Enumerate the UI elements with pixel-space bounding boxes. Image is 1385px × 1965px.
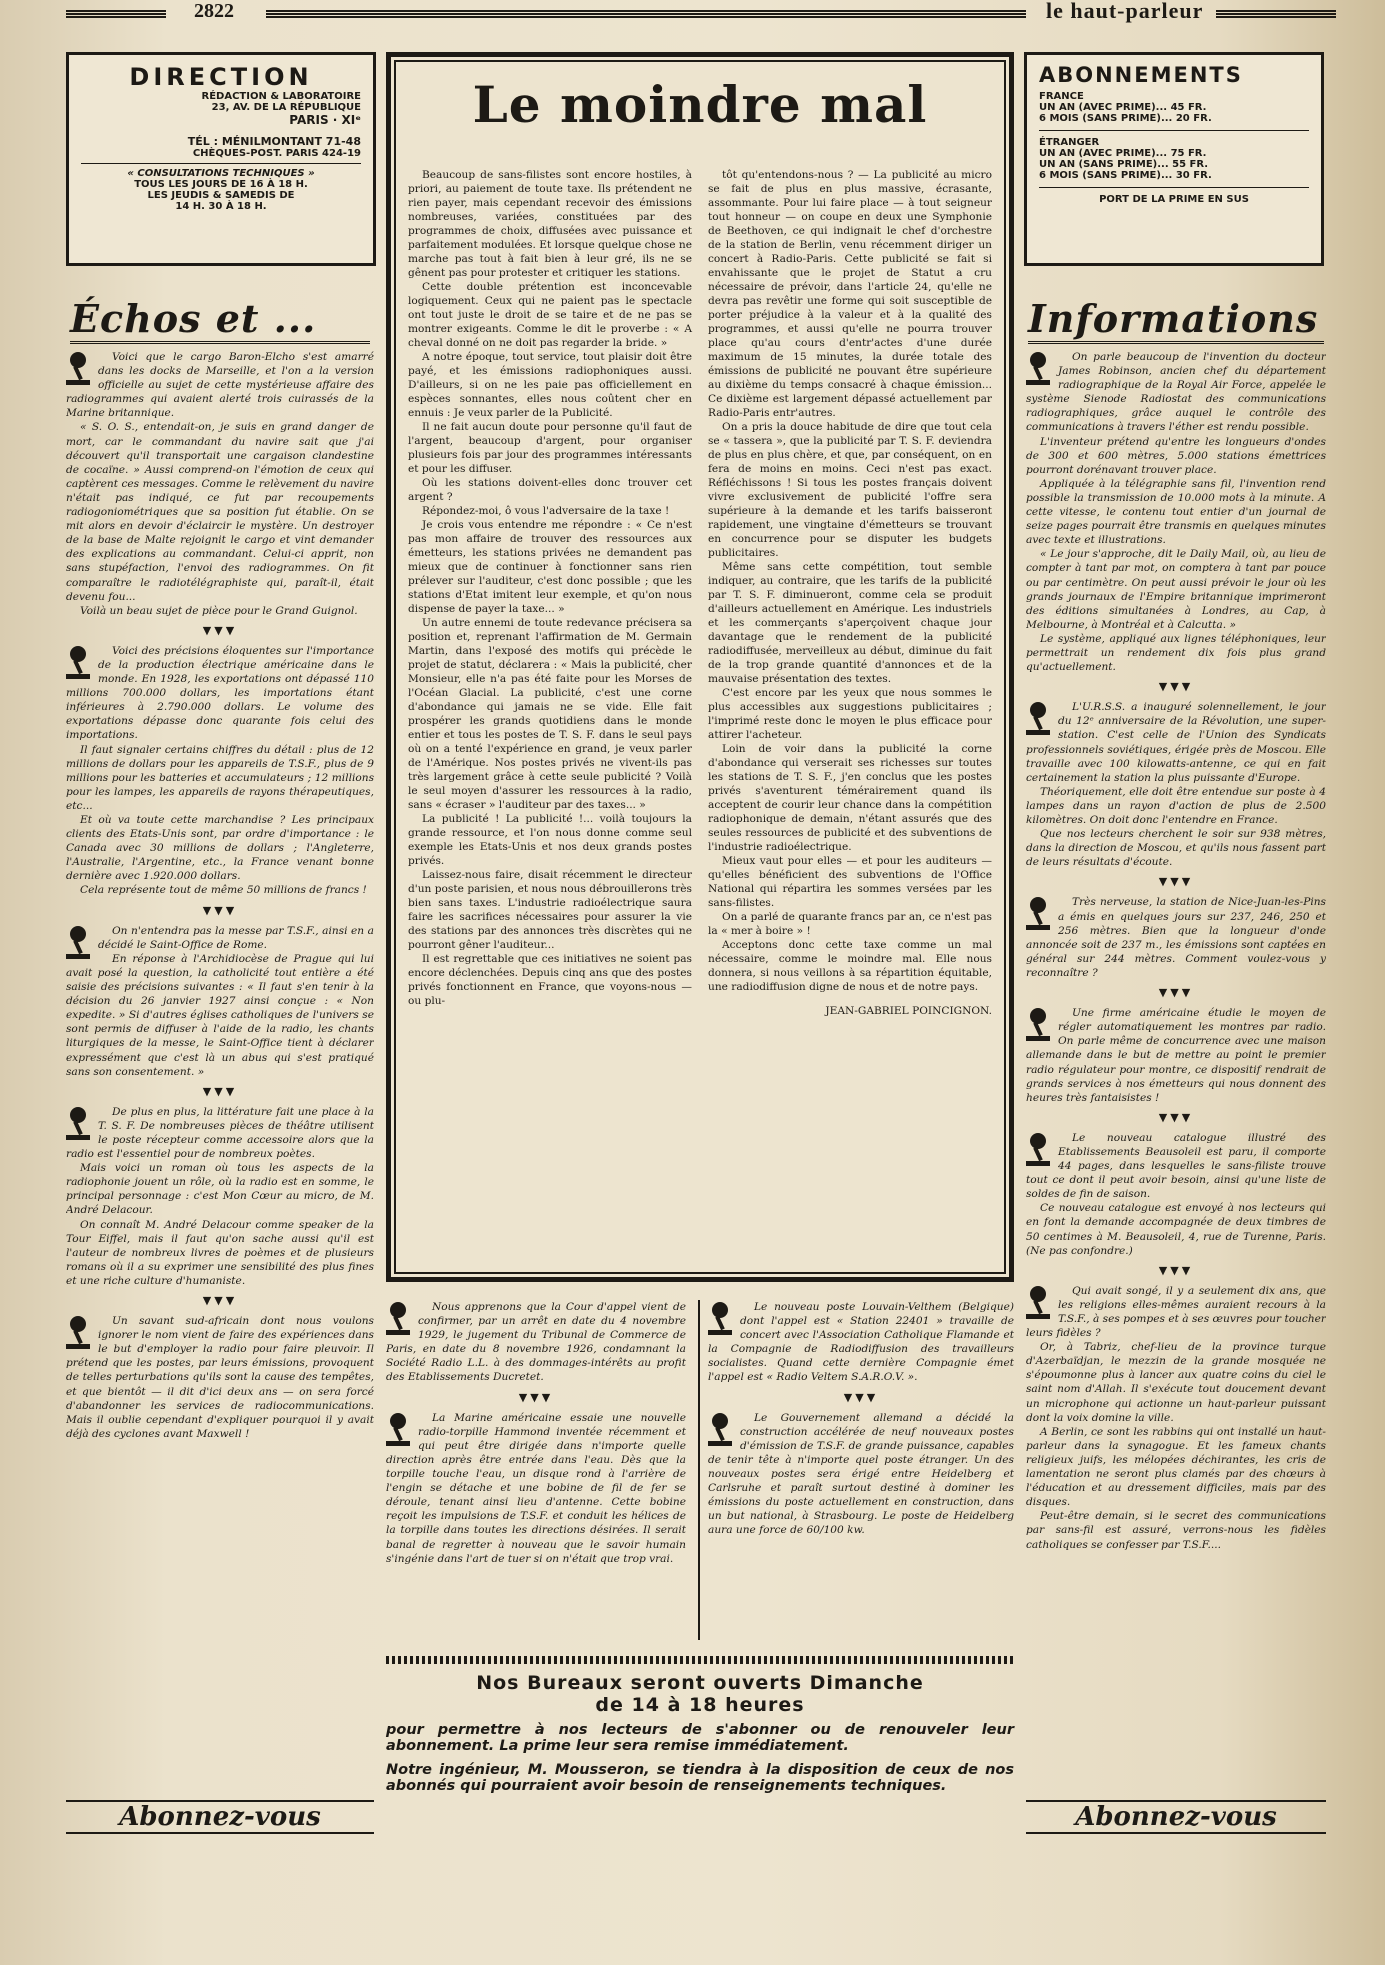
abonnements-title: ABONNEMENTS [1039, 63, 1243, 87]
article-paragraph: Un autre ennemi de toute redevance précisera sa position et, reprenant l'affirmation de M. Germain Martin, dans l'exposé des motifs qui précède le projet de statut, déclarera : « Mais la publicité, cher Monsieur, elle n'a pas été faite pour les Morses de l'Océan Glacial. La publicité, c'est une corne d'abondance qui jamais ne se vide. Elle fait prospérer les grands quotidiens dans le monde entier et tous les postes de T. S. F. dans le seul pays où on a tenté l'expérience en grand, je veux parler de l'Amérique. Nos postes privés ne vivent-ils pas très largement grâce à cette seule publicité ? Voilà le seul moyen d'assurer les ressources à la radio, sans « écraser » l'auditeur par des taxes... » [408, 617, 692, 811]
direction-title: DIRECTION [129, 63, 313, 91]
abo-e3: 6 MOIS (SANS PRIME)... 30 FR. [1039, 170, 1212, 181]
article-paragraph: Laissez-nous faire, disait récemment le directeur d'un poste parisien, et nous nous débrouillerons très bien sans taxes. L'industrie radioélectrique saura faire les sacrifices nécessaires pour assurer la vie des stations par des annonces très discrètes qui ne pourront gêner l'auditeur... [408, 869, 692, 951]
news-paragraph: Théoriquement, elle doit être entendue sur poste à 4 lampes dans un rayon d'action de plus de 2.500 kilomètres. On doit donc l'entendre en France. [1026, 785, 1326, 826]
abo-f1: UN AN (AVEC PRIME)... 45 FR. [1039, 102, 1207, 113]
section-separator: ▼▼▼ [202, 1294, 238, 1307]
direction-line2: 23, AV. DE LA RÉPUBLIQUE [211, 102, 361, 113]
abonnements-box [1024, 52, 1324, 266]
section-separator: ▼▼▼ [1158, 1110, 1194, 1124]
article-paragraph: On a pris la douce habitude de dire que tout cela se « tassera », que la publicité par T. S. F. deviendra de plus en plus chère, et que, par conséquent, on en fera de moins en moins. Ceci n'est pas exact. Réfléchissons ! Si tous les postes français doivent vivre exclusivement de publicité l'offre sera supérieure à la demande et les tarifs baisseront rapidement, une vingtaine d'émetteurs se trouvant en concurrence pour se disputer les budgets publicitaires. [708, 421, 992, 559]
microphone-icon [386, 1413, 412, 1447]
article-paragraph: Je crois vous entendre me répondre : « Ce n'est pas mon affaire de trouver des ressources aux émetteurs, les stations privées ne demandent pas mieux que de continuer à fonctionner sans rien prélever sur l'auditeur, c'est donc possible ; que les stations d'Etat imitent leur exemple, et qu'on nous dispense de payer la taxe... » [408, 519, 692, 615]
abo-etranger: ÉTRANGER [1039, 137, 1100, 148]
article-paragraph: C'est encore par les yeux que nous sommes le plus accessibles aux suggestions publicitaires ; l'imprimé reste donc le moyen le plus efficace pour attirer l'acheteur. [708, 687, 992, 741]
section-separator: ▼▼▼ [1158, 680, 1194, 694]
article-columns [408, 168, 992, 1268]
microphone-icon [1026, 352, 1052, 386]
article-signature: JEAN-GABRIEL POINCIGNON. [825, 1005, 992, 1017]
notice-bureaux [386, 1672, 1014, 1794]
abo-port: PORT DE LA PRIME EN SUS [1099, 194, 1249, 205]
notice-rule [386, 1656, 1014, 1664]
news-paragraph: Nous apprenons que la Cour d'appel vient de confirmer, par un arrêt en date du 4 novembre 1929, le jugement du Tribunal de Commerce de Paris, en date du 8 novembre 1926, condamnant la Société Radio L.L. à des dommages-intérêts au profit des Etablissements Ducretet. [386, 1301, 686, 1384]
notice-line1: Nos Bureaux seront ouverts Dimanche [476, 1672, 924, 1694]
article-paragraph: Il ne fait aucun doute pour personne qu'il faut de l'argent, beaucoup d'argent, pour organiser plusieurs fois par jour des programmes intéressants et pour les diffuser. [408, 421, 692, 475]
article-paragraph: Loin de voir dans la publicité la corne d'abondance qui verserait ses richesses sur toutes les stations de T. S. F., j'en conclus que les postes privés s'aventurent témérairement quand ils acceptent de courir leur chance dans la compétition radiophonique de demain, n'étant assurés que des seules ressources de publicité et des subventions de l'industrie radioélectrique. [708, 743, 992, 853]
abo-f2: 6 MOIS (SANS PRIME)... 20 FR. [1039, 113, 1212, 124]
news-paragraph: Le nouveau poste Louvain-Velthem (Belgique) dont l'appel est « Station 22401 » travaille de concert avec l'Association Catholique Flamande et la Compagnie de Radiodiffusion des travailleurs socialistes. Quand cette dernière Compagnie émet l'appel est « Radio Veltem S.A.R.O.V. ». [708, 1301, 1014, 1384]
article-paragraph: Mieux vaut pour elles — et pour les auditeurs — qu'elles bénéficient des subventions de l'Office National qui répartira les sommes versées par les sans-filistes. [708, 855, 992, 909]
direction-box [66, 52, 376, 266]
news-paragraph: Et où va toute cette marchandise ? Les principaux clients des Etats-Unis sont, par ordre d'importance : le Canada avec 30 millions de dollars ; l'Angleterre, l'Australie, l'Argentine, etc., la France venant bonne dernière avec 1.920.000 dollars. [66, 814, 374, 883]
news-paragraph: Voilà un beau sujet de pièce pour le Grand Guignol. [80, 604, 358, 617]
microphone-icon [66, 1107, 92, 1141]
news-paragraph: Une firme américaine étudie le moyen de régler automatiquement les montres par radio. On parle même de concurrence avec une maison allemande dans le but de mettre au point le premier radio régulateur pour montre, ce dispositif rendrait de grands services à nos émetteurs qui nous donnent des heures très fantaisistes ! [1026, 1007, 1326, 1104]
echos-title: Échos et ... [70, 296, 370, 344]
header-rule-middle [266, 10, 1026, 18]
article-paragraph: A notre époque, tout service, tout plaisir doit être payé, et les émissions radiophoniques aussi. D'ailleurs, si on ne les paie pas officiellement en espèces sonnantes, elles nous coûtent cher en ennuis : Je veux parler de la Publicité. [408, 351, 692, 419]
abonnez-vous-left: Abonnez-vous [66, 1800, 374, 1834]
briefs-left [386, 1300, 686, 1650]
direction-line1: RÉDACTION & LABORATOIRE [201, 91, 361, 102]
news-paragraph: De plus en plus, la littérature fait une place à la T. S. F. De nombreuses pièces de théâtre utilisent le poste récepteur comme accessoire alors que la radio est l'essentiel pour de nombreux poètes. [66, 1105, 374, 1161]
article-paragraph: Beaucoup de sans-filistes sont encore hostiles, à priori, au paiement de toute taxe. Ils prétendent ne rien payer, mais cependant recevoir des émissions nombreuses, variées, constituées par des programmes de choix, diffusées avec puissance et parfaitement modulées. Et lorsque quelque chose ne marche pas tout à fait bien à leur gré, ils ne se gênent pas pour protester et critiquer les stations. [408, 169, 692, 279]
section-separator: ▼▼▼ [1158, 986, 1194, 1000]
notice-line4: Notre ingénieur, M. Mousseron, se tiendra à la disposition de ceux de nos abonnés qui pourraient avoir besoin de renseignements techniques. [386, 1762, 1014, 1794]
direction-cons2: LES JEUDIS & SAMEDIS DE [147, 190, 295, 201]
news-paragraph: La Marine américaine essaie une nouvelle radio-torpille Hammond inventée récemment et qui peut être dirigée dans n'importe quelle direction après être entrée dans l'eau. Dès que la torpille touche l'eau, un disque rond à l'arrière de l'engin se détache et une bobine de fil de fer se déroule, tenant ainsi lieu d'antenne. Cette bobine reçoit les impulsions de T.S.F. et conduit les hélices de la torpille dans toutes les directions désirées. Il serait banal de regretter à nouveau que le savoir humain s'ingénie dans l'art de tuer si on n'était que trop vrai. [386, 1411, 686, 1565]
news-paragraph: Il faut signaler certains chiffres du détail : plus de 12 millions de dollars pour les appareils de T.S.F., plus de 9 millions pour les batteries et accumulateurs ; 12 millions pour les lampes, les appareils de rayons thérapeutiques, etc... [66, 743, 374, 812]
notice-line3: pour permettre à nos lecteurs de s'abonner ou de renouveler leur abonnement. La prime leur sera remise immédiatement. [386, 1722, 1014, 1754]
header-rule-right [1216, 10, 1336, 18]
news-paragraph: On n'entendra pas la messe par T.S.F., ainsi en a décidé le Saint-Office de Rome. [98, 924, 374, 951]
microphone-icon [1026, 897, 1052, 931]
briefs-divider [698, 1300, 700, 1640]
section-separator: ▼▼▼ [1158, 875, 1194, 889]
news-paragraph: Qui avait songé, il y a seulement dix ans, que les religions elles-mêmes auraient recours à la T.S.F., à ses pompes et à ses œuvres pour toucher leurs fidèles ? [1026, 1284, 1326, 1340]
news-paragraph: Appliquée à la télégraphie sans fil, l'invention rend possible la transmission de 10.000 mots à la minute. A cette vitesse, le contenu tout entier d'un journal de seize pages pourrait être transmis en quelques minutes avec texte et illustrations. [1026, 477, 1326, 547]
microphone-icon [1026, 702, 1052, 736]
direction-line3: PARIS · XIᵉ [289, 113, 361, 127]
microphone-icon [1026, 1008, 1052, 1042]
direction-cons1: TOUS LES JOURS DE 16 À 18 H. [134, 179, 308, 190]
microphone-icon [66, 646, 92, 680]
direction-cheques: CHÈQUES-POST. PARIS 424-19 [192, 148, 361, 159]
informations-title: Informations [1028, 296, 1324, 344]
direction-tel: TÉL : MÉNILMONTANT 71-48 [187, 135, 361, 148]
section-separator: ▼▼▼ [202, 1084, 238, 1098]
news-paragraph: On parle beaucoup de l'invention du docteur James Robinson, ancien chef du département radiographique de la Royal Air Force, appelée le système Sienode Radiostat des communications radiographiques, grâce auquel le contrôle des communications à travers l'éther est rendu possible. [1026, 351, 1326, 434]
microphone-icon [708, 1302, 734, 1336]
echos-column [66, 350, 374, 1750]
news-paragraph: L'inventeur prétend qu'entre les longueurs d'ondes de 300 et 600 mètres, 5.000 stations émettrices pourront dorénavant trouver place. [1026, 435, 1326, 476]
article-paragraph: Il est regrettable que ces initiatives ne soient pas encore déclenchées. Depuis cinq ans que des postes privés fonctionnent en France, que voyons-nous — ou plu- [408, 953, 692, 1007]
news-paragraph: On connaît M. André Delacour comme speaker de la Tour Eiffel, mais il faut qu'on sache aussi qu'il est l'auteur de nombreux livres de poèmes et de plusieurs romans où il a su exprimer une sensibilité des plus fines et une riche culture d'humaniste. [66, 1218, 374, 1287]
section-separator: ▼▼▼ [843, 1390, 879, 1404]
article-paragraph: Acceptons donc cette taxe comme un mal nécessaire, comme le moindre mal. Elle nous donnera, si nous veillons à sa répartition équitable, une radiodiffusion digne de nous et de notre pays. [708, 939, 992, 993]
article-column-left [408, 168, 692, 1268]
microphone-icon [1026, 1286, 1052, 1320]
news-paragraph: Le nouveau catalogue illustré des Etablissements Beausoleil est paru, il comporte 44 pages, dans lesquelles le sans-filiste trouve tout ce dont il peut avoir besoin, ainsi qu'une liste de soldes de fin de saison. [1026, 1131, 1326, 1201]
news-paragraph: Le système, appliqué aux lignes téléphoniques, leur permettrait un rendement dix fois plus grand qu'actuellement. [1026, 632, 1326, 674]
news-paragraph: Cela représente tout de même 50 millions de francs ! [80, 884, 367, 897]
news-paragraph: Mais voici un roman où tous les aspects de la radiophonie jouent un rôle, où la radio est en somme, le principal personnage : c'est Mon Cœur au micro, de M. André Delacour. [66, 1162, 374, 1217]
microphone-icon [386, 1302, 412, 1336]
section-separator: ▼▼▼ [202, 623, 238, 637]
news-paragraph: Or, à Tabriz, chef-lieu de la province turque d'Azerbaïdjan, le mezzin de la grande mosquée ne s'époumonne plus à lancer aux quatre coins du ciel le saint nom d'Allah. Il s'exécute tout doucement devant un microphone qui actionne un haut-parleur puissant dont la voix domine la ville. [1026, 1341, 1326, 1424]
section-separator: ▼▼▼ [518, 1390, 554, 1404]
direction-consultations: « CONSULTATIONS TECHNIQUES » [127, 168, 315, 179]
microphone-icon [66, 926, 92, 960]
page-header [66, 0, 1336, 30]
article-title: Le moindre mal [472, 75, 928, 134]
news-paragraph: « S. O. S., entendait-on, je suis en grand danger de mort, car le commandant du navire sait que j'ai découvert qu'il transportait une cargaison clandestine de cocaïne. » Aussi comprend-on l'émotion de ceux qui captèrent ces messages. Comme le relèvement du navire n'était pas indiqué, ce fut par recoupements radiogoniométriques que sa position fut établie. On se mit alors en devoir d'éclaircir le mystère. Un destroyer de la base de Malte rejoignit le cargo et vint demander des explications au commandant. Celui-ci apprit, non sans stupéfaction, l'envoi des radiogrammes. On fit comparaître le radiotélégraphiste qui, paraît-il, était devenu fou... [66, 421, 374, 603]
news-paragraph: Que nos lecteurs cherchent le soir sur 938 mètres, dans la direction de Moscou, et qu'ils nous fassent part de leurs résultats d'écoute. [1026, 828, 1326, 869]
paper-name: le haut-parleur [1046, 0, 1204, 23]
microphone-icon [66, 1316, 92, 1350]
news-paragraph: Ce nouveau catalogue est envoyé à nos lecteurs qui en font la demande accompagnée de deux timbres de 50 centimes à M. Beausoleil, 4, rue de Turenne, Paris. (Ne pas confondre.) [1026, 1202, 1326, 1257]
article-paragraph: Cette double prétention est inconcevable logiquement. Ceux qui ne paient pas le spectacle ont tout juste le droit de se taire et de ne pas se montrer exigeants. Comme le dit le proverbe : « A cheval donné on ne doit pas regarder la bride. » [408, 281, 692, 349]
article-paragraph: On a parlé de quarante francs par an, ce n'est pas la « mer à boire » ! [708, 911, 992, 937]
article-column-right [708, 168, 992, 1268]
news-paragraph: Voici que le cargo Baron-Elcho s'est amarré dans les docks de Marseille, et l'on a la version officielle au sujet de cette mystérieuse affaire des radiogrammes qui avaient alerté trois cuirassés de la Marine britannique. [66, 351, 374, 420]
direction-cons3: 14 H. 30 À 18 H. [175, 201, 267, 212]
news-paragraph: Le Gouvernement allemand a décidé la construction accélérée de neuf nouveaux postes d'émission de T.S.F. de grande puissance, capables de tenir tête à n'importe quel poste étranger. Un des nouveaux postes sera érigé entre Heidelberg et Carlsruhe et paraît surtout destiné à dominer les émissions du poste actuellement en construction, dans un but national, à Strasbourg. Le poste de Heidelberg aura une force de 60/100 kw. [708, 1411, 1014, 1537]
news-paragraph: Voici des précisions éloquentes sur l'importance de la production électrique américaine dans le monde. En 1928, les exportations ont dépassé 110 millions 700.000 dollars, les importations étant inférieures à 2.790.000 dollars. Le volume des exportations dépasse donc quarante fois celui des importations. [66, 644, 374, 742]
header-rule-left [66, 10, 166, 18]
abonnez-vous-right: Abonnez-vous [1026, 1800, 1326, 1834]
microphone-icon [708, 1413, 734, 1447]
notice-line2: de 14 à 18 heures [595, 1694, 805, 1716]
news-paragraph: Peut-être demain, si le secret des communications par sans-fil est assuré, verrons-nous les fidèles catholiques se confesser par T.S.F.... [1026, 1510, 1326, 1551]
article-paragraph: La publicité ! La publicité !... voilà toujours la grande ressource, et l'on nous donne comme seul exemple les Etats-Unis et nos deux grands postes privés. [408, 813, 692, 867]
microphone-icon [1026, 1133, 1052, 1167]
news-paragraph: A Berlin, ce sont les rabbins qui ont installé un haut-parleur dans la synagogue. Et les fameux chants religieux juifs, les mélopées déchirantes, les cris de lamentation ne seront plus clamés par des chœurs à l'éducation et au dressement difficiles, mais par des disques. [1026, 1425, 1326, 1509]
briefs-right [708, 1300, 1014, 1650]
abo-france: FRANCE [1039, 91, 1084, 102]
article-paragraph: Répondez-moi, ô vous l'adversaire de la taxe ! [422, 505, 670, 517]
news-paragraph: Un savant sud-africain dont nous voulons ignorer le nom vient de faire des expériences dans le but d'employer la radio pour faire pleuvoir. Il prétend que les postes, par leurs émissions, provoquent de telles perturbations qu'ils sont la cause des tempêtes, et que bientôt — il dit d'ici deux ans — on sera forcé d'abandonner les services de radiocommunications. Mais il oublie cependant d'expliquer pourquoi il y avait déjà des cyclones avant Maxwell ! [66, 1315, 374, 1440]
news-paragraph: En réponse à l'Archidiocèse de Prague qui lui avait posé la question, la catholicité tout entière a été saisie des précisions suivantes : « Il faut s'en tenir à la décision du 26 janvier 1927 ainsi conçue : « Non expedite. » Si d'autres églises catholiques de l'univers se sont permis de diffuser à l'aide de la radio, les chants liturgiques de la messe, le Saint-Office tient à déclarer expressément que c'est là un abus qui s'est pratiqué sans son consentement. » [66, 952, 374, 1078]
article-paragraph: Même sans cette compétition, tout semble indiquer, au contraire, que les tarifs de la publicité par T. S. F. diminueront, comme cela se produit d'ailleurs actuellement en Amérique. Les industriels et les commerçants s'aperçoivent chaque jour davantage que le rendement de la publicité radiodiffusée, merveilleux au début, diminue du fait de la trop grande quantité d'annonces et de la mauvaise présentation des textes. [708, 561, 992, 685]
news-paragraph: « Le jour s'approche, dit le Daily Mail, où, au lieu de compter à tant par mot, on comptera à tant par pouce ou par centimètre. On peut aussi prévoir le jour où les grands journaux de l'Empire britannique imprimeront des éditions simultanées à Londres, au Cap, à Melbourne, à Montréal et à Calcutta. » [1026, 548, 1326, 631]
abo-e2: UN AN (SANS PRIME)... 55 FR. [1039, 159, 1209, 170]
news-paragraph: L'U.R.S.S. a inauguré solennellement, le jour du 12ᵉ anniversaire de la Révolution, une super-station. C'est celle de l'Union des Syndicats professionnels soviétiques, érigée près de Moscou. Elle travaille avec 100 kilowatts-antenne, ce qui en fait certainement la station la plus puissante d'Europe. [1026, 701, 1326, 784]
article-paragraph: tôt qu'entendons-nous ? — La publicité au micro se fait de plus en plus massive, écrasante, assommante. Pour lui faire place — à tout seigneur tout honneur — on coupe en deux une Symphonie de Beethoven, ce qui indignait le chef d'orchestre de la station de Berlin, venu récemment diriger un concert à Radio-Paris. Cette publicité se fait si envahissante que le projet de Statut a cru nécessaire de prévoir, dans l'article 24, qu'elle ne devra pas revêtir une forme qui soit susceptible de porter préjudice à la valeur et à la qualité des programmes, et aussi qu'elle ne pourra trouver place qu'au cours d'entr'actes d'une durée maximum de 15 minutes, la durée totale des émissions de publicité ne pouvant être supérieure au dixième du temps consacré à chaque émission... Ce dixième est largement dépassé actuellement par Radio-Paris entr'autres. [708, 169, 992, 419]
informations-column [1026, 350, 1326, 1780]
article-paragraph: Où les stations doivent-elles donc trouver cet argent ? [408, 477, 692, 503]
section-separator: ▼▼▼ [202, 903, 238, 917]
abo-e1: UN AN (AVEC PRIME)... 75 FR. [1039, 148, 1207, 159]
microphone-icon [66, 352, 92, 386]
page-number: 2822 [194, 0, 234, 22]
section-separator: ▼▼▼ [1158, 1263, 1194, 1277]
news-paragraph: Très nerveuse, la station de Nice-Juan-les-Pins a émis en quelques jours sur 237, 246, 250 et 256 mètres. Bien que la longueur d'onde annoncée soit de 237 m., les émissions sont captées en général sur 244 mètres. Comment voulez-vous y reconnaître ? [1026, 896, 1326, 979]
